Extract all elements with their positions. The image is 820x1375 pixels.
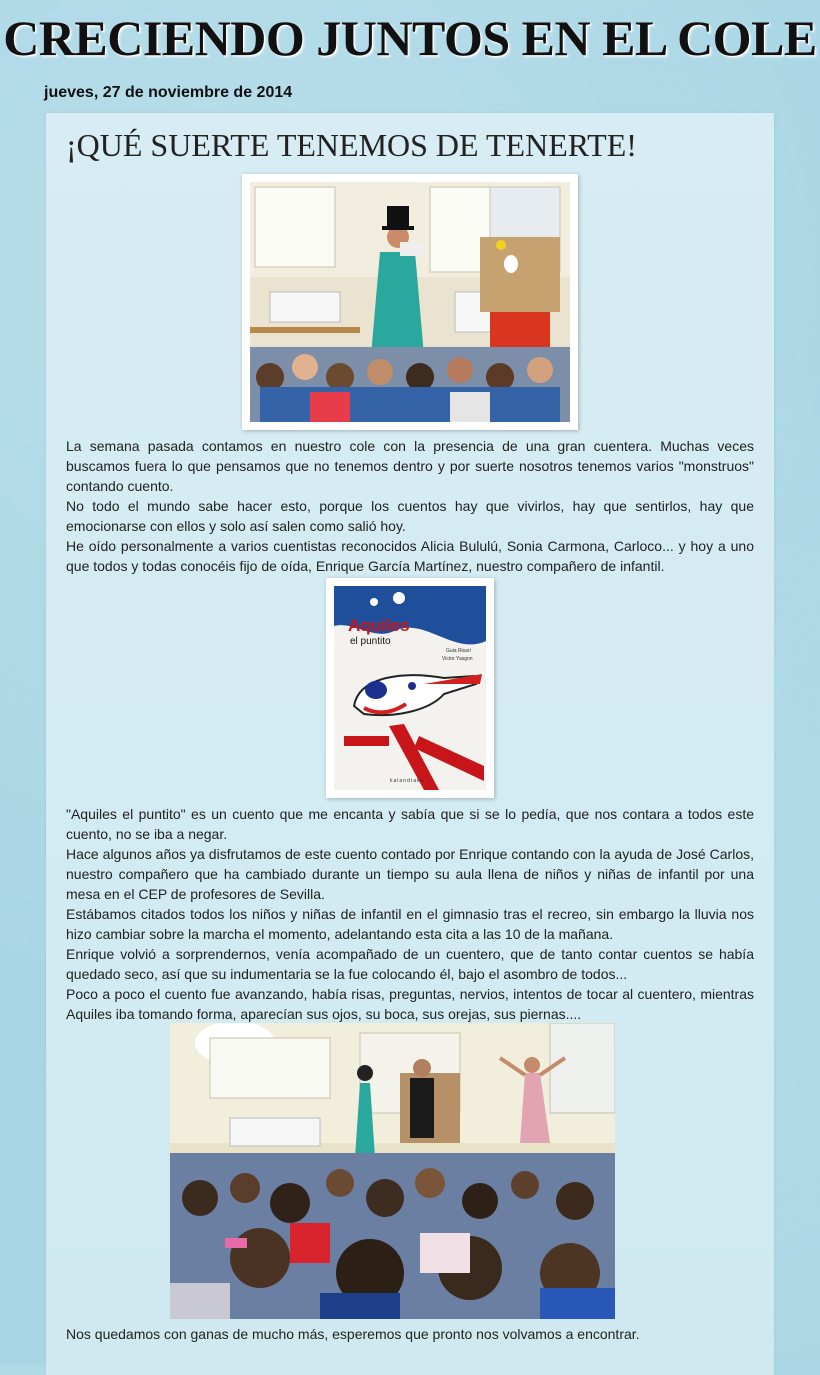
audience-photo[interactable] (170, 1023, 615, 1319)
intro-paragraphs (66, 436, 754, 576)
story-paragraph: Hace algunos años ya disfrutamos de este cuento contado por Enrique contando con la ayuda de José Carlos, nuestro compañero que ha cambiado durante un tiempo su aula llena de niños y niñas de infantil por una mesa en el CEP de profesores de Sevilla. (66, 846, 754, 902)
intro-paragraph: No todo el mundo sabe hacer esto, porque los cuentos hay que vivirlos, hay que sentirlos, hay que emocionarse con ellos y solo así salen como salió hoy. (66, 498, 754, 534)
book-cover (334, 586, 486, 790)
closing-paragraph: Nos quedamos con ganas de mucho más, esperemos que pronto nos volvamos a encontrar. (66, 1326, 640, 1342)
book-publisher: kalandraka (390, 778, 425, 784)
book-author-1: Guia Risari (446, 648, 471, 654)
story-paragraphs (66, 804, 754, 1024)
post-date: jueves, 27 de noviembre de 2014 (44, 84, 293, 101)
audience-photo-image (170, 1023, 615, 1319)
storyteller-photo-image (250, 182, 570, 422)
story-paragraph: Enrique volvió a sorprendernos, venía acompañado de un cuentero, que de tanto contar cuentos se había quedado seco, así que su indumentaria se la fue colocando él, bajo el asombro de todos... (66, 946, 754, 982)
intro-paragraph: He oído personalmente a varios cuentistas reconocidos Alicia Bululú, Sonia Carmona, Carloco... y hoy a uno que todos y todas conocéis fijo de oída, Enrique García Martínez, nuestro compañero de infantil. (66, 538, 754, 574)
post-title[interactable]: ¡QUÉ SUERTE TENEMOS DE TENERTE! (66, 127, 637, 163)
book-author-2: Victor Yasgon (442, 656, 473, 662)
book-cover-photo[interactable] (326, 578, 494, 798)
story-paragraph: Poco a poco el cuento fue avanzando, había risas, preguntas, nervios, intentos de tocar al cuentero, mientras Aquiles iba tomando forma, aparecían sus ojos, su boca, sus orejas, sus piernas.... (66, 986, 754, 1022)
story-paragraph: Estábamos citados todos los niños y niñas de infantil en el gimnasio tras el recreo, sin embargo la lluvia nos hizo cambiar sobre la marcha el momento, adelantando esta cita a las 10 de la mañana. (66, 906, 754, 942)
book-subtitle: el puntito (350, 636, 391, 647)
book-title: Aquiles (348, 616, 410, 635)
storyteller-photo[interactable] (242, 174, 578, 430)
blog-title[interactable]: CRECIENDO JUNTOS EN EL COLE (3, 10, 817, 66)
story-paragraph: "Aquiles el puntito" es un cuento que me encanta y sabía que si se lo pedía, que nos contara a todos este cuento, no se iba a negar. (66, 806, 754, 842)
post-container (46, 113, 774, 1375)
intro-paragraph: La semana pasada contamos en nuestro cole con la presencia de una gran cuentera. Muchas veces buscamos fuera lo que pensamos que no tenemos dentro y por suerte nosotros tenemos varios "monstruos" contando cuento. (66, 438, 754, 494)
